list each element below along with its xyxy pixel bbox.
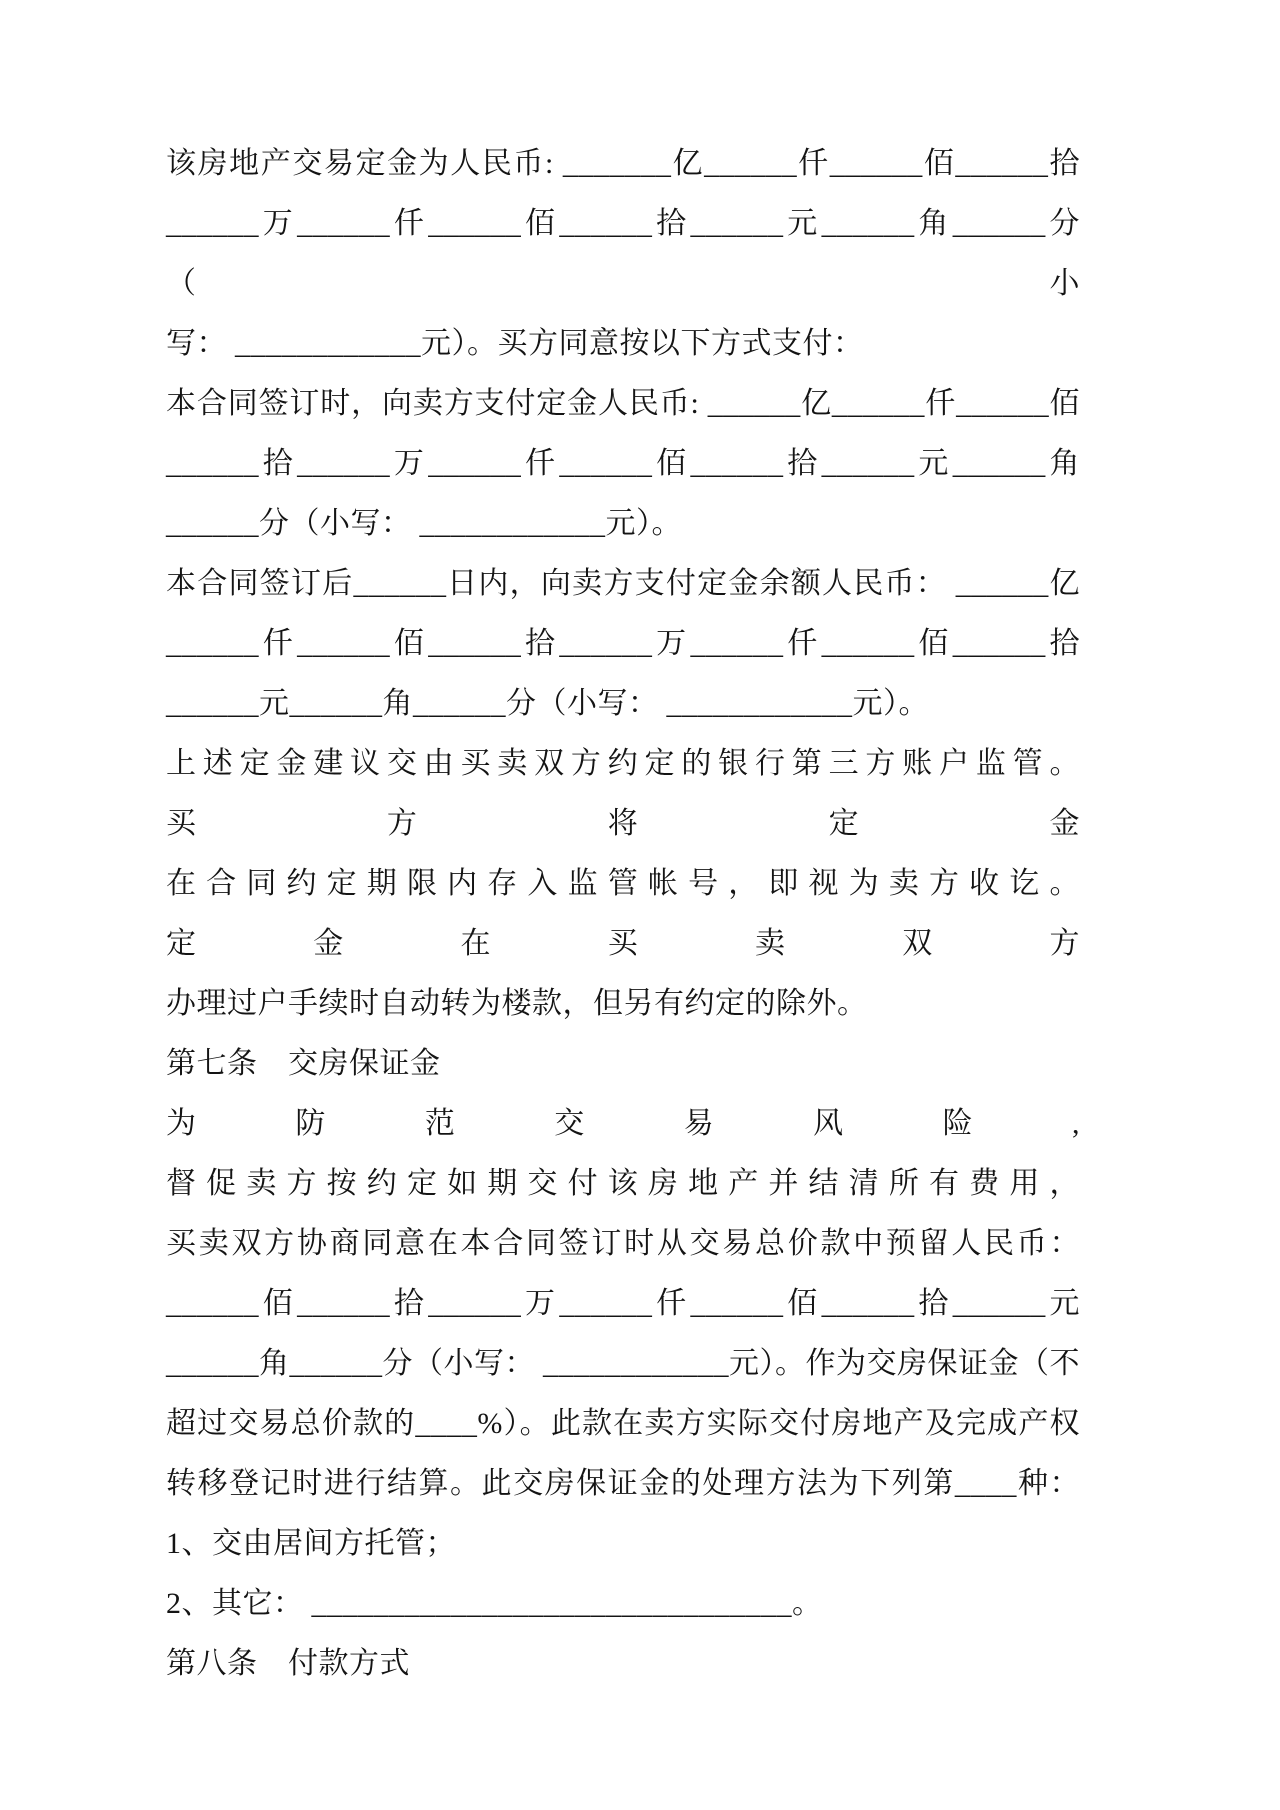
deposit-amount-line-2: ______万______仟______佰______拾______元______角______分（小 [166,207,1080,300]
section-heading-article-8: 第八条 付款方式 [166,1647,410,1680]
escrow-clause-line-2: 在合同约定期限内存入监管帐号，即视为卖方收讫。定金在买卖双方 [166,867,1080,960]
remaining-deposit-line-1: 本合同签订后______日内，向卖方支付定金余额人民币： ______亿 [166,567,1080,600]
guarantee-method-line: 转移登记时进行结算。此交房保证金的处理方法为下列第____种： [166,1467,1080,1500]
guarantee-option-1: 1、交由居间方托管； [166,1527,456,1560]
escrow-clause-line-1: 上述定金建议交由买卖双方约定的银行第三方账户监管。买方将定金 [166,747,1080,840]
remaining-deposit-line-3: ______元______角______分（小写： ____________元）。 [166,687,929,720]
deposit-amount-line-1: 该房地产交易定金为人民币: _______亿______仟______佰______拾 [166,147,1080,180]
section-heading-article-7: 第七条 交房保证金 [166,1047,441,1080]
payment-on-signing-line-3: ______分（小写： ____________元）。 [166,507,682,540]
deposit-amount-line-3: 写： ____________元）。买方同意按以下方式支付： [166,327,864,360]
guarantee-clause-line-1: 为防范交易风险,督促卖方按约定如期交付该房地产并结清所有费用， [166,1107,1080,1200]
payment-on-signing-line-2: ______拾______万______仟______佰______拾______元______角 [166,447,1080,480]
remaining-deposit-line-2: ______仟______佰______拾______万______仟______佰______拾 [166,627,1080,660]
guarantee-amount-line-1: ______佰______拾______万______仟______佰______拾______元 [166,1287,1080,1320]
payment-on-signing-line-1: 本合同签订时，向卖方支付定金人民币: ______亿______仟______佰 [166,387,1080,420]
guarantee-percent-line: 超过交易总价款的____%）。此款在卖方实际交付房地产及完成产权 [166,1407,1080,1440]
guarantee-option-2: 2、其它： _______________________________。 [166,1587,823,1620]
guarantee-clause-line-2: 买卖双方协商同意在本合同签订时从交易总价款中预留人民币： [166,1227,1080,1260]
guarantee-amount-line-2: ______角______分（小写： ____________元）。作为交房保证金（不 [166,1347,1080,1380]
escrow-clause-line-3: 办理过户手续时自动转为楼款，但另有约定的除外。 [166,987,868,1020]
